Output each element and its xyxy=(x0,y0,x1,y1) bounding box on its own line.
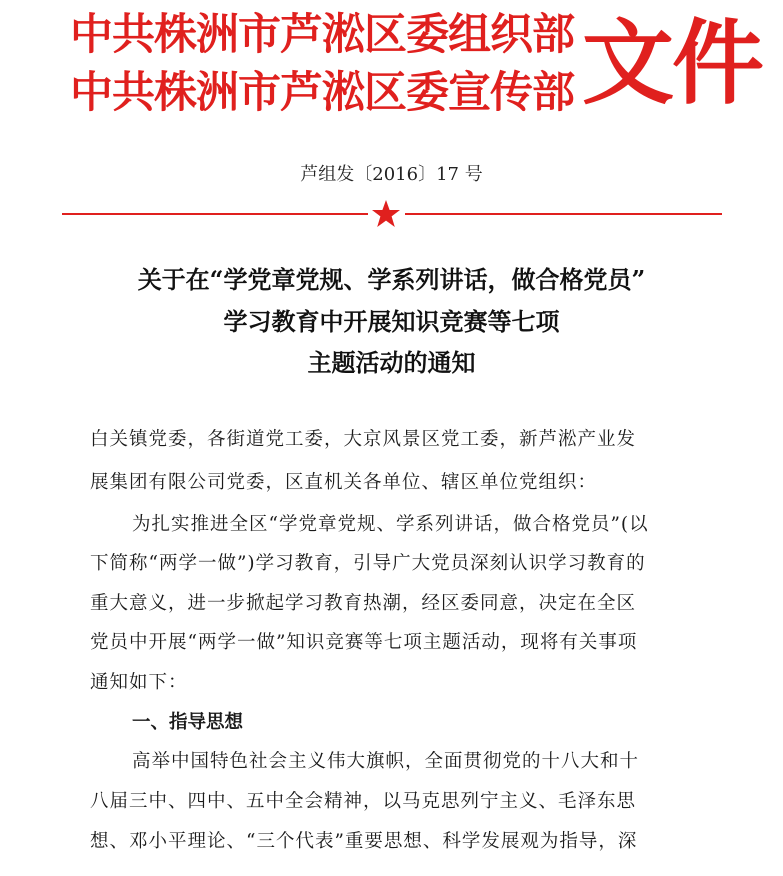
org-line-2: 中共株洲市芦淞区委宣传部 xyxy=(70,68,574,118)
star-icon xyxy=(370,198,402,230)
title-line-1: 关于在“学党章党规、学系列讲话，做合格党员” xyxy=(137,265,646,294)
body-line: 想、邓小平理论、“三个代表”重要思想、科学发展观为指导，深 xyxy=(90,831,638,852)
doc-number: 芦组发〔2016〕17 号 xyxy=(300,164,483,185)
body-line: 下简称“两学一做”)学习教育，引导广大党员深刻认识学习教育的 xyxy=(90,553,646,574)
body-line: 通知如下： xyxy=(90,672,188,693)
body-line: 展集团有限公司党委，区直机关各单位、辖区单位党组织： xyxy=(90,472,598,493)
org-line-1: 中共株洲市芦淞区委组织部 xyxy=(70,10,574,60)
title-line-2: 学习教育中开展知识竞赛等七项 xyxy=(223,307,560,336)
body-line: 重大意义，进一步掀起学习教育热潮，经区委同意，决定在全区 xyxy=(90,593,637,614)
body-line: 高举中国特色社会主义伟大旗帜，全面贯彻党的十八大和十 xyxy=(132,751,640,772)
red-rule-right xyxy=(405,213,722,215)
section-heading: 一、指导思想 xyxy=(132,712,244,733)
body-line: 为扎实推进全区“学党章党规、学系列讲话，做合格党员”(以 xyxy=(132,514,649,535)
body-line: 党员中开展“两学一做”知识竞赛等七项主题活动，现将有关事项 xyxy=(90,632,638,653)
doc-type: 文件 xyxy=(582,10,763,117)
red-rule-left xyxy=(62,213,368,215)
title-line-3: 主题活动的通知 xyxy=(307,348,476,377)
body-line: 白关镇党委，各街道党工委，大京风景区党工委，新芦淞产业发 xyxy=(90,429,637,450)
body-line: 八届三中、四中、五中全会精神，以马克思列宁主义、毛泽东思 xyxy=(90,791,637,812)
